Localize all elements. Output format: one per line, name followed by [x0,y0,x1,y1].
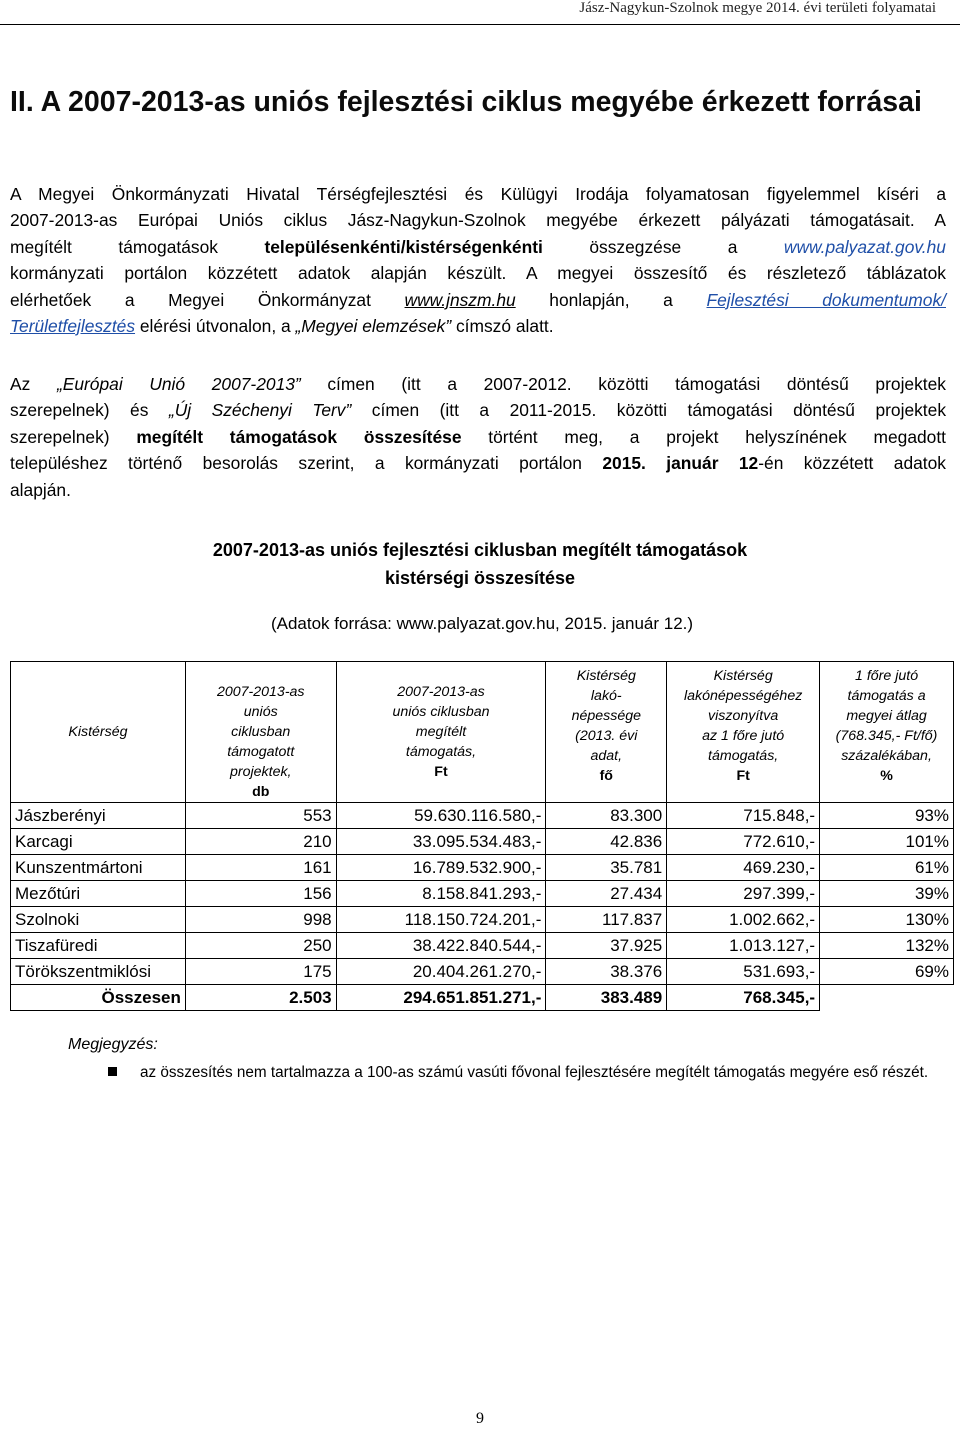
cell-percent: 132% [820,933,954,959]
summary-paragraph [10,371,946,503]
summary-line-4 [10,450,946,476]
header-text: viszonyítva [708,708,779,724]
intro-text: elérési útvonalon, a [135,316,296,337]
summary-text [646,453,666,473]
summary-text: településhez történő besorolás szerint, a kormányzati portálon [10,453,603,474]
table-header-row [11,662,954,803]
summary-line-1 [10,371,946,397]
section-title: II. A 2007-2013-as uniós fejlesztési ciklus megyébe érkezett forrásai [10,86,922,118]
cell-kisterseg: Szolnoki [11,907,186,933]
header-text: uniós [243,704,278,720]
header-text: támogatás, [708,748,779,764]
note-label: Megjegyzés: [68,1036,158,1053]
intro-text: összegzése a [542,236,784,257]
cell-support: 8.158.841.293,- [336,881,546,907]
cell-population: 38.376 [546,959,667,985]
megyei-elemzesek-term: „Megyei elemzések” [295,316,452,337]
header-support [336,662,546,803]
running-header: Jász-Nagykun-Szolnok megye 2014. évi területi folyamatai [579,0,936,16]
cell-support: 59.630.116.580,- [336,803,546,829]
summary-text: szerepelnek) és [10,400,169,421]
cell-support: 38.422.840.544,- [336,933,546,959]
intro-paragraph [10,181,946,339]
cell-per-capita: 297.399,- [667,881,820,907]
table-row [11,829,954,855]
cell-kisterseg: Tiszafüredi [11,933,186,959]
header-projects [185,662,336,803]
intro-text: megítélt támogatások [10,236,265,257]
header-unit: fő [599,768,613,784]
header-percent [820,662,954,803]
header-text: támogatott [227,744,295,760]
header-text: Kistérség [68,724,128,740]
header-text: 1 főre jutó [854,668,919,684]
fejlesztesi-dokumentumok-link[interactable]: Fejlesztési dokumentumok/ [706,289,946,310]
cell-projects: 161 [185,855,336,881]
cell-per-capita: 1.002.662,- [667,907,820,933]
table-row [11,933,954,959]
intro-bold-term: településenkénti/kistérségenkénti [264,236,543,257]
cell-per-capita: 469.230,- [667,855,820,881]
page-number: 9 [476,1410,484,1427]
summary-line-5: alapján. [10,479,71,500]
summary-text: szerepelnek) [10,426,137,447]
total-label: Összesen [11,985,186,1011]
header-per-capita [667,662,820,803]
header-text: lakónépességéhez [683,688,803,704]
header-text: 2007-2013-as [397,684,485,700]
cell-projects: 250 [185,933,336,959]
summary-text: címen (itt a 2011-2015. közötti támogatási döntésű projektek [351,400,947,421]
summary-text: -én közzétett adatok [758,453,946,474]
header-text: népessége [571,708,641,724]
table-title [0,536,960,592]
intro-line-3 [10,234,946,260]
header-text: megítélt [415,724,467,740]
header-text: lakó- [590,688,622,704]
cell-projects: 998 [185,907,336,933]
header-rule [0,24,960,25]
cell-percent: 93% [820,803,954,829]
header-population [546,662,667,803]
note-item [112,1060,952,1085]
cell-percent: 61% [820,855,954,881]
table-row [11,881,954,907]
cell-per-capita: 772.610,- [667,829,820,855]
header-text: ciklusban [231,724,291,740]
cell-support: 33.095.534.483,- [336,829,546,855]
data-source: (Adatok forrása: www.palyazat.gov.hu, 2015. január 12.) [270,614,694,633]
header-text: adat, [590,748,623,764]
cell-population: 42.836 [546,829,667,855]
header-text: Kistérség [713,668,773,684]
header-kisterseg [11,662,186,803]
cell-per-capita: 531.693,- [667,959,820,985]
header-unit: Ft [736,768,750,784]
cell-kisterseg: Törökszentmiklósi [11,959,186,985]
intro-text: elérhetőek a Megyei Önkormányzat [10,289,405,310]
cell-percent: 101% [820,829,954,855]
header-text: projektek, [229,764,292,780]
cell-projects: 210 [185,829,336,855]
header-text: megyei átlag [846,708,927,724]
intro-line-1: A Megyei Önkormányzati Hivatal Térségfejlesztési és Külügyi Irodája folyamatosan figyelemmel kíséri a [10,184,946,204]
total-support: 294.651.851.271,- [336,985,546,1011]
header-text: Kistérség [576,668,636,684]
table-title-line-2: kistérségi összesítése [384,568,576,588]
cell-kisterseg: Karcagi [11,829,186,855]
cell-per-capita: 715.848,- [667,803,820,829]
cell-population: 83.300 [546,803,667,829]
cell-population: 35.781 [546,855,667,881]
intro-text: címszó alatt. [451,316,554,337]
header-text: (768.345,- Ft/fő) [835,728,938,744]
table-row [11,959,954,985]
eu-title-term: „Európai Unió 2007-2013” [56,374,301,394]
header-text: 2007-2013-as [216,684,305,700]
header-text: támogatás, [405,744,477,760]
header-text: támogatás a [847,688,926,704]
summary-bold-term: megítélt támogatások összesítése [136,426,462,447]
total-projects: 2.503 [185,985,336,1011]
summary-text: történt meg, a projekt helyszínének megadott [461,426,946,447]
palyazat-link[interactable]: www.palyazat.gov.hu [783,236,946,257]
cell-percent: 130% [820,907,954,933]
ujszechenyi-term: „Új Széchenyi Terv” [168,400,352,421]
cell-kisterseg: Kunszentmártoni [11,855,186,881]
cell-population: 27.434 [546,881,667,907]
cell-kisterseg: Mezőtúri [11,881,186,907]
header-unit: % [880,768,893,784]
header-text: (2013. évi [575,728,638,744]
cell-support: 118.150.724.201,- [336,907,546,933]
table-row [11,907,954,933]
summary-line-2 [10,397,946,423]
table-row [11,855,954,881]
table-row [11,803,954,829]
table-total-row [11,985,954,1011]
summary-line-3 [10,424,946,450]
intro-line-2: 2007-2013-as Európai Uniós ciklus Jász-Nagykun-Szolnok megyébe érkezett pályázati támogatásait. A [10,210,946,231]
intro-line-5 [10,287,946,313]
header-text: uniós ciklusban [392,704,490,720]
cell-population: 37.925 [546,933,667,959]
intro-line-4: kormányzati portálon közzétett adatok alapján készült. A megyei összesítő és részletező táblázatok [10,263,946,284]
note-text: az összesítés nem tartalmazza a 100-as számú vasúti fővonal fejlesztésére megítélt támogatás megyére eső részét. [140,1064,929,1081]
jnszm-link[interactable]: www.jnszm.hu [404,289,516,310]
header-unit: Ft [434,764,448,780]
cell-projects: 553 [185,803,336,829]
cell-support: 20.404.261.270,- [336,959,546,985]
square-bullet-icon [108,1067,117,1076]
summary-bold-date: január 12 [666,453,759,474]
total-empty-cell [820,985,954,1011]
header-text: százalékában, [841,748,932,764]
support-table [10,661,954,1011]
cell-projects: 175 [185,959,336,985]
cell-per-capita: 1.013.127,- [667,933,820,959]
table-title-line-1: 2007-2013-as uniós fejlesztési ciklusban megítélt támogatások [212,540,748,560]
cell-percent: 39% [820,881,954,907]
intro-text: honlapján, a [515,289,707,310]
cell-population: 117.837 [546,907,667,933]
summary-bold-year: 2015. [602,453,646,474]
summary-text: Az [10,374,57,394]
total-population: 383.489 [546,985,667,1011]
summary-text: címen (itt a 2007-2012. közötti támogatási döntésű projektek [300,374,946,394]
cell-percent: 69% [820,959,954,985]
cell-support: 16.789.532.900,- [336,855,546,881]
header-text: az 1 főre jutó [702,728,785,744]
cell-projects: 156 [185,881,336,907]
intro-line-6 [10,313,946,339]
total-per-capita: 768.345,- [667,985,820,1011]
cell-kisterseg: Jászberényi [11,803,186,829]
teruletfejlesztes-link[interactable]: Területfejlesztés [10,316,136,337]
header-unit: db [252,784,270,800]
